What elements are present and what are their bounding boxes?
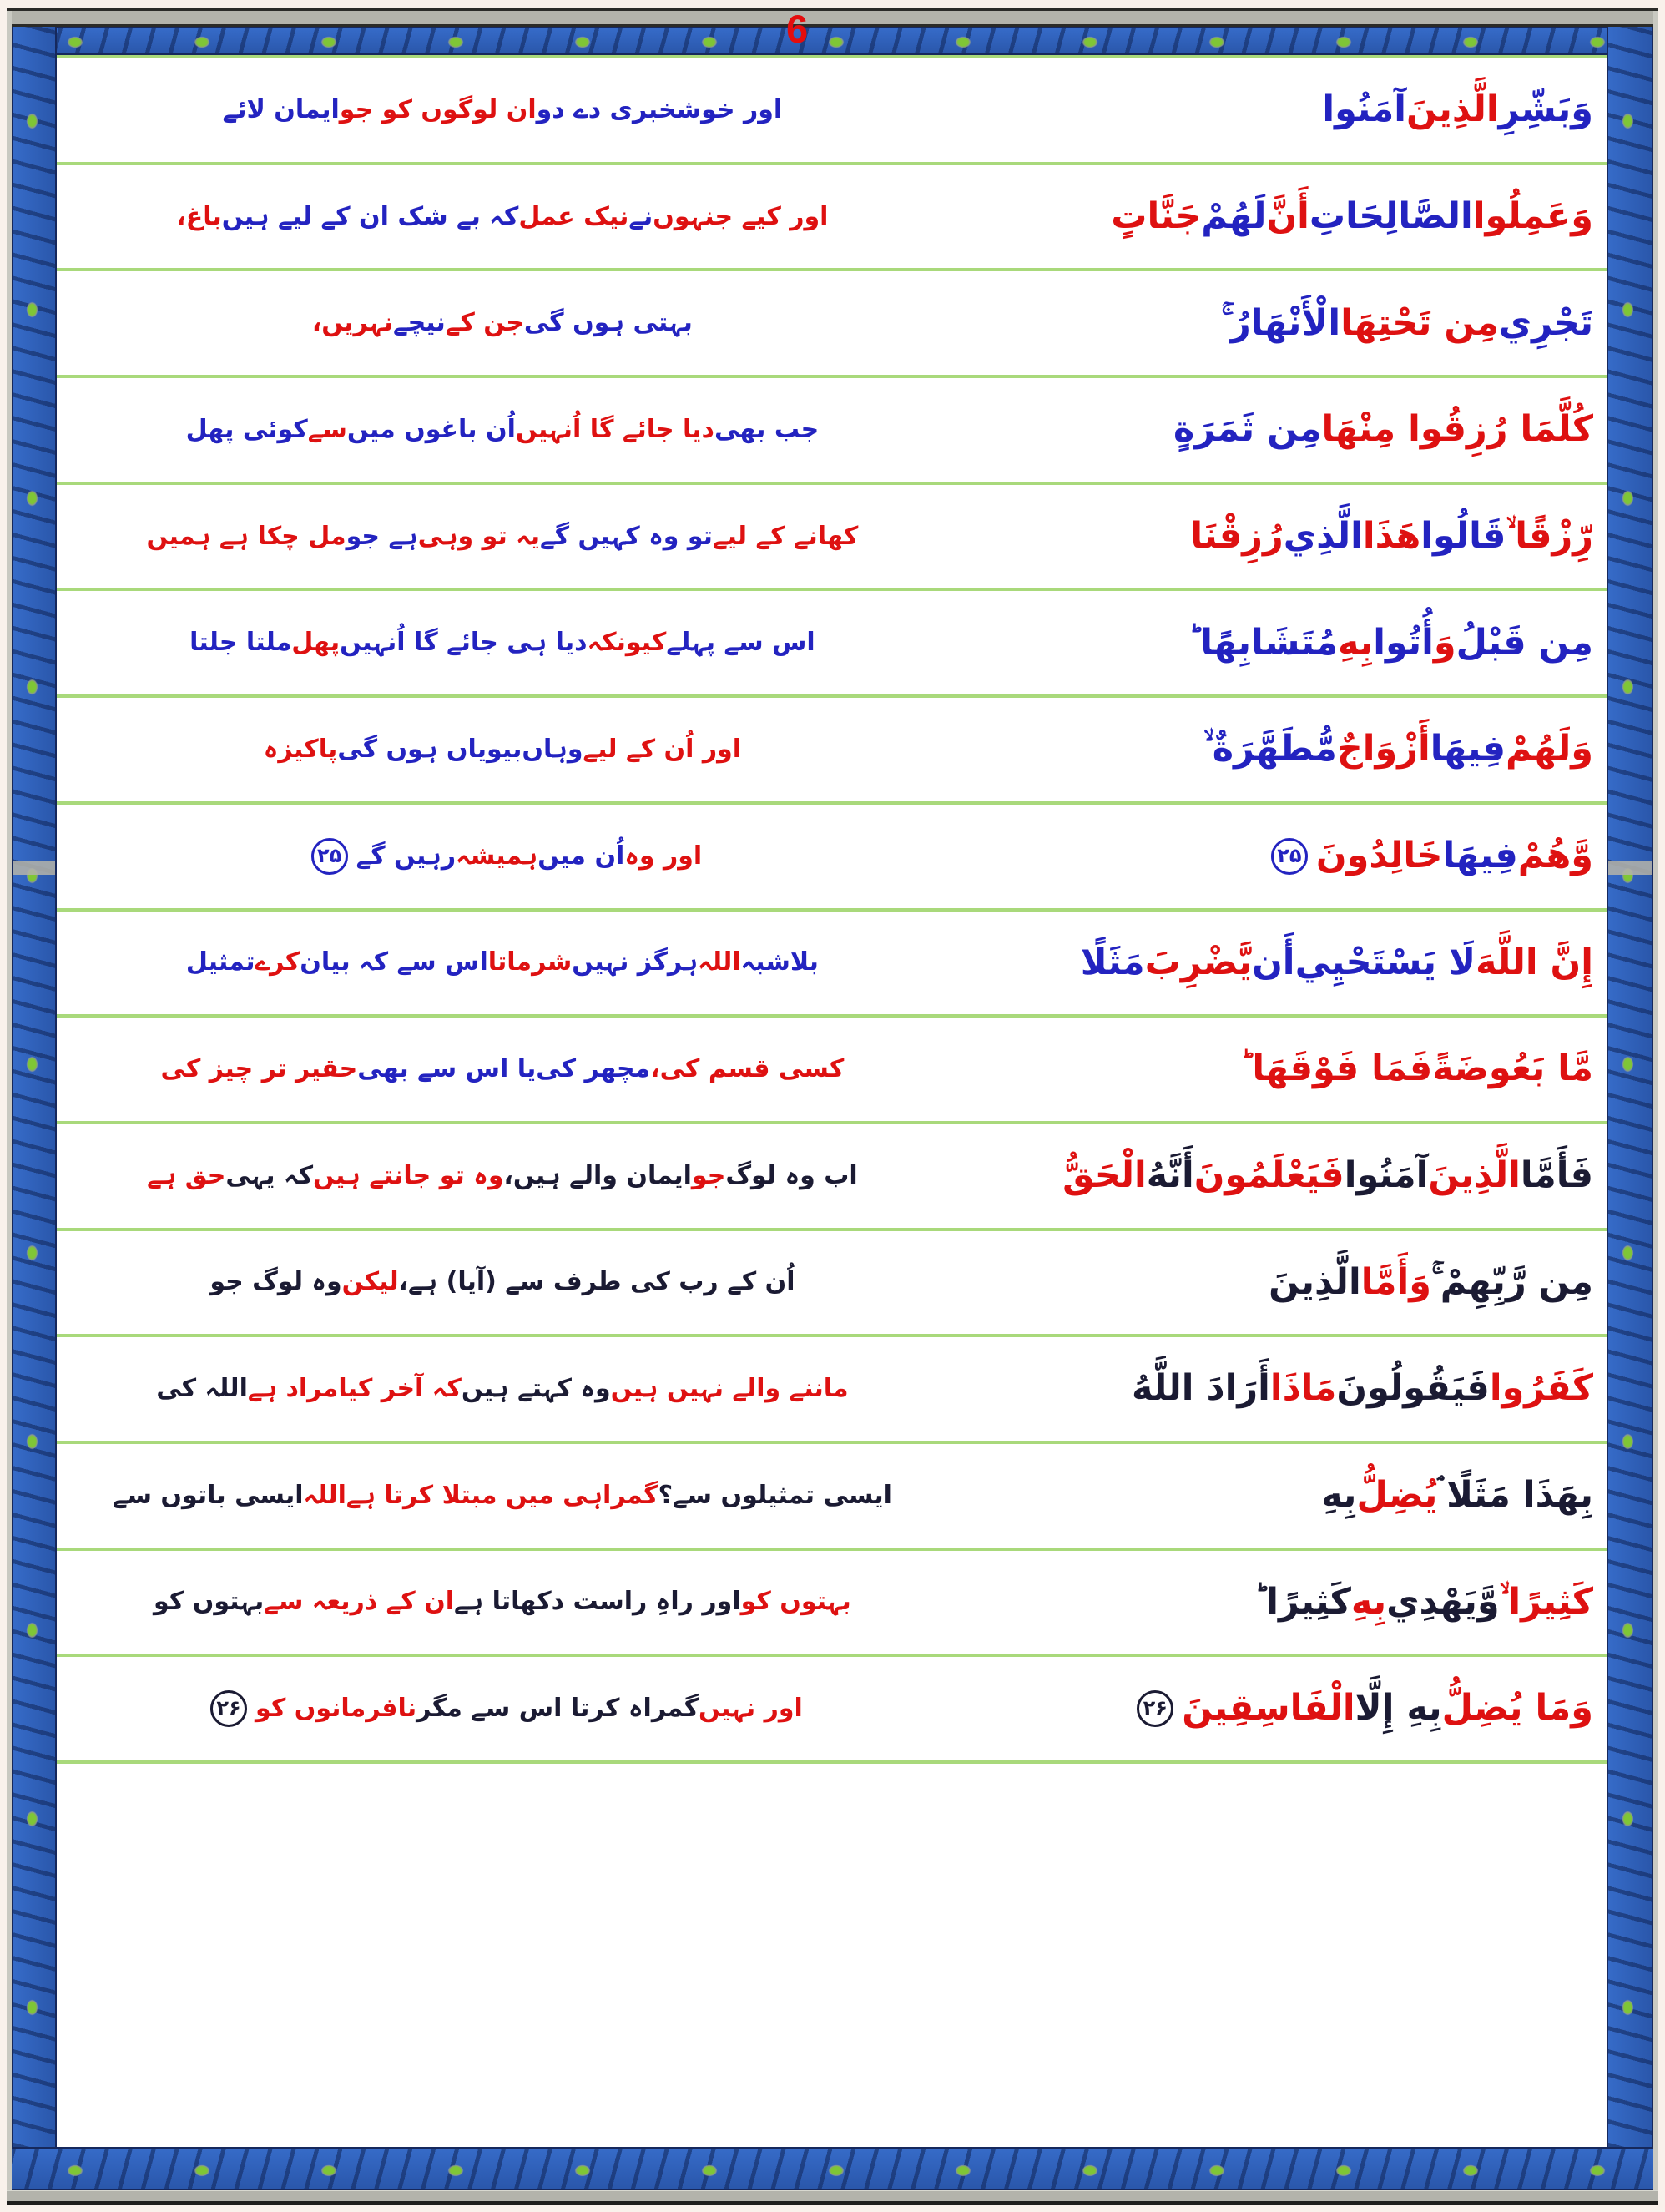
decorative-border-left: [12, 27, 57, 2147]
verse-row: [57, 378, 1607, 485]
arabic-text-segment: تَجْرِي: [1498, 301, 1593, 344]
scan-seam-right: [1608, 861, 1652, 875]
verse-row: [57, 912, 1607, 1018]
arabic-text-segment: آمَنُوا: [1322, 88, 1407, 131]
arabic-text-segment: وَمَا يُضِلُّ: [1441, 1687, 1593, 1730]
verse-row: [57, 1551, 1607, 1658]
urdu-text-segment: ایمان والے ہیں،: [503, 1160, 692, 1190]
urdu-text-segment: اس سے کہ بیان: [300, 947, 488, 977]
arabic-text-segment: أَن: [1252, 941, 1295, 983]
arabic-verse-text: [948, 1018, 1607, 1121]
arabic-text-segment: جَنَّاتٍ: [1111, 194, 1202, 237]
arabic-text-segment: رُزِقْنَا: [1190, 514, 1284, 557]
urdu-text-segment: ماننے والے نہیں ہیں: [610, 1374, 849, 1404]
urdu-text-segment: دیا ہی جائے گا اُنہیں: [340, 628, 588, 658]
arabic-text-segment: مَثَلًا: [1080, 941, 1145, 983]
arabic-text-segment: بِهِ: [1338, 621, 1374, 664]
urdu-text-segment: کیونکہ: [587, 628, 667, 658]
arabic-text-segment: وَّيَهْدِي: [1386, 1580, 1500, 1623]
verse-row: [57, 1018, 1607, 1124]
urdu-text-segment: ان لوگوں کو جو: [339, 94, 537, 124]
arabic-text-segment: فَمَا فَوْقَهَا ؕ: [1239, 1048, 1433, 1090]
urdu-text-segment: اس سے پہلے: [666, 628, 815, 658]
arabic-text-segment: إِنَّ اللَّهَ: [1476, 941, 1593, 983]
arabic-text-segment: قَالُوا: [1420, 514, 1506, 557]
arabic-text-segment: يُضِلُّ: [1356, 1474, 1438, 1517]
verse-row: [57, 1124, 1607, 1231]
arabic-text-segment: وَبَشِّرِ: [1498, 88, 1593, 131]
urdu-translation-text: [57, 912, 948, 1015]
arabic-verse-text: [948, 698, 1607, 801]
urdu-text-segment: وہ تو جانتے ہیں: [313, 1160, 504, 1190]
urdu-translation-text: [57, 485, 948, 588]
urdu-text-segment: مل چکا ہے ہمیں: [146, 521, 346, 551]
verse-number-circle: ۲۶: [210, 1690, 247, 1727]
urdu-text-segment: ہرگز نہیں: [572, 947, 699, 977]
page-number: 6: [786, 7, 809, 51]
frame-right-line: [1653, 11, 1658, 2190]
urdu-text-segment: لیکن: [341, 1267, 399, 1297]
arabic-verse-text: [948, 591, 1607, 694]
verse-row: [57, 1337, 1607, 1444]
urdu-text-segment: ملتا جلتا: [189, 628, 292, 658]
arabic-text-segment: الْأَنْهَارُ ۚ: [1221, 301, 1341, 344]
urdu-translation-text: [57, 1551, 948, 1654]
arabic-text-segment: مِن قَبْلُ: [1456, 621, 1593, 664]
urdu-text-segment: رہیں گے: [356, 841, 457, 871]
arabic-text-segment: يَّضْرِبَ: [1144, 941, 1253, 983]
verse-rows: [57, 58, 1607, 1764]
arabic-verse-text: [948, 912, 1607, 1015]
arabic-text-segment: أَرَادَ اللَّهُ: [1132, 1367, 1270, 1410]
urdu-translation-text: [57, 1444, 948, 1548]
urdu-text-segment: سے: [307, 414, 347, 444]
arabic-text-segment: كُلَّمَا رُزِقُوا مِنْهَا: [1321, 408, 1593, 451]
urdu-translation-text: [57, 378, 948, 482]
arabic-text-segment: الصَّالِحَاتِ: [1309, 194, 1473, 237]
arabic-verse-text: [948, 1124, 1607, 1228]
urdu-text-segment: کہ بے شک ان کے لیے ہیں: [221, 201, 519, 231]
decorative-border-right: [1607, 27, 1653, 2147]
urdu-text-segment: پھل: [291, 628, 341, 658]
urdu-text-segment: اللہ: [303, 1480, 346, 1510]
urdu-text-segment: کہ یہی: [225, 1160, 314, 1190]
arabic-text-segment: بِهَذَا مَثَلًا ۘ: [1437, 1474, 1593, 1517]
verse-panel: [57, 55, 1607, 2147]
verse-number-circle: ۲۵: [1271, 838, 1308, 875]
arabic-verse-text: [948, 485, 1607, 588]
verse-row: [57, 58, 1607, 165]
arabic-text-segment: الَّذِينَ: [1269, 1260, 1361, 1303]
urdu-text-segment: اُن باغوں میں: [346, 414, 516, 444]
urdu-translation-text: [57, 805, 948, 908]
urdu-text-segment: وہاں: [522, 734, 583, 764]
urdu-text-segment: اللہ کی: [156, 1374, 248, 1404]
arabic-verse-text: [948, 165, 1607, 269]
arabic-verse-text: [948, 1444, 1607, 1548]
urdu-text-segment: بہتوں کو: [740, 1587, 851, 1617]
arabic-text-segment: فِيهَا: [1430, 728, 1506, 770]
arabic-verse-text: [948, 378, 1607, 482]
arabic-text-segment: وَلَهُمْ: [1506, 728, 1593, 770]
urdu-text-segment: ایسی تمثیلوں سے؟: [658, 1480, 892, 1510]
urdu-text-segment: کہ آخر کیا: [338, 1374, 462, 1404]
urdu-text-segment: گمراہی میں مبتلا کرتا ہے: [346, 1480, 658, 1510]
arabic-text-segment: هَذَا: [1362, 514, 1421, 557]
frame-top-bar: [7, 8, 1658, 27]
urdu-text-segment: اور وہ: [624, 841, 703, 871]
arabic-text-segment: أَزْوَاجٌ: [1336, 728, 1430, 770]
arabic-verse-text: [948, 271, 1607, 375]
verse-row: [57, 591, 1607, 698]
urdu-text-segment: جب بھی: [714, 414, 820, 444]
urdu-text-segment: ایمان لائے: [222, 94, 340, 124]
arabic-verse-text: [948, 1657, 1607, 1760]
urdu-text-segment: نافرمانوں کو: [255, 1694, 417, 1724]
urdu-translation-text: [57, 1124, 948, 1228]
urdu-text-segment: نہریں،: [311, 308, 394, 338]
arabic-text-segment: بِهِ إِلَّا: [1355, 1687, 1442, 1730]
arabic-text-segment: آمَنُوا: [1344, 1154, 1429, 1196]
urdu-text-segment: گمراہ کرتا اس سے مگر: [416, 1694, 699, 1724]
urdu-text-segment: یہ تو وہی: [417, 521, 541, 551]
urdu-text-segment: دیا جائے گا اُنہیں: [515, 414, 714, 444]
urdu-text-segment: مراد ہے: [247, 1374, 339, 1404]
arabic-text-segment: خَالِدُونَ: [1315, 834, 1443, 876]
urdu-text-segment: بہتی ہوں گی: [523, 308, 693, 338]
arabic-text-segment: مِن رَّبِّهِمْ ۚ: [1430, 1260, 1593, 1303]
urdu-text-segment: اُن میں: [537, 841, 625, 871]
urdu-text-segment: اب وہ لوگ: [725, 1160, 858, 1190]
verse-row: [57, 1444, 1607, 1551]
arabic-verse-text: [948, 1231, 1607, 1335]
urdu-text-segment: یا اس سے بھی: [357, 1054, 537, 1084]
arabic-text-segment: أَنَّهُ: [1146, 1154, 1194, 1196]
arabic-text-segment: وَّهُمْ: [1517, 834, 1593, 876]
urdu-text-segment: باغ،: [176, 201, 222, 231]
arabic-text-segment: مَاذَا: [1269, 1367, 1337, 1410]
arabic-text-segment: مُّطَهَّرَةٌ ۙ: [1203, 728, 1337, 770]
decorative-border-top: [12, 27, 1653, 55]
verse-row: [57, 165, 1607, 272]
arabic-text-segment: وَأَمَّا: [1360, 1260, 1431, 1303]
decorative-border-bottom: [12, 2147, 1653, 2190]
arabic-text-segment: مِن ثَمَرَةٍ: [1173, 408, 1322, 451]
urdu-text-segment: کھانے کے لیے: [712, 521, 859, 551]
urdu-text-segment: ایسی باتوں سے: [112, 1480, 304, 1510]
urdu-text-segment: اور کیے جنہوں: [653, 201, 829, 231]
urdu-text-segment: نیچے: [393, 308, 446, 338]
urdu-text-segment: اور خوشخبری دے دو: [536, 94, 783, 124]
arabic-verse-text: [948, 1337, 1607, 1441]
arabic-text-segment: الْحَقُّ: [1062, 1154, 1147, 1196]
urdu-text-segment: پاکیزہ: [263, 734, 338, 764]
urdu-text-segment: اللہ: [698, 947, 741, 977]
arabic-text-segment: الَّذِينَ: [1406, 88, 1499, 131]
urdu-text-segment: حق ہے: [147, 1160, 226, 1190]
arabic-text-segment: فَأَمَّا: [1520, 1154, 1593, 1196]
urdu-text-segment: ان کے ذریعہ سے: [264, 1587, 455, 1617]
arabic-verse-text: [948, 58, 1607, 162]
urdu-translation-text: [57, 271, 948, 375]
urdu-translation-text: [57, 1018, 948, 1121]
verse-row: [57, 805, 1607, 912]
urdu-text-segment: نیک عمل: [518, 201, 629, 231]
arabic-text-segment: وَعَمِلُوا: [1472, 194, 1593, 237]
arabic-text-segment: مِن تَحْتِهَا: [1340, 301, 1499, 344]
urdu-text-segment: بلاشبہ: [740, 947, 819, 977]
arabic-text-segment: لَا يَسْتَحْيِي: [1294, 941, 1476, 983]
arabic-text-segment: بِهِ: [1321, 1474, 1357, 1517]
urdu-text-segment: ہمیشہ: [456, 841, 538, 871]
arabic-text-segment: مُتَشَابِهًا ؕ: [1188, 621, 1339, 664]
verse-number-circle: ۲۵: [311, 838, 348, 875]
arabic-text-segment: فَيَقُولُونَ: [1336, 1367, 1490, 1410]
arabic-text-segment: فَيَعْلَمُونَ: [1193, 1154, 1345, 1196]
urdu-text-segment: نے: [628, 201, 653, 231]
urdu-translation-text: [57, 58, 948, 162]
arabic-text-segment: كَفَرُوا: [1489, 1367, 1593, 1410]
urdu-text-segment: کسی قسم کی،: [650, 1054, 845, 1084]
arabic-verse-text: [948, 805, 1607, 908]
arabic-text-segment: كَثِيرًا ؕ: [1254, 1580, 1351, 1623]
urdu-text-segment: مچھر کی: [536, 1054, 651, 1084]
urdu-translation-text: [57, 1231, 948, 1335]
arabic-text-segment: الْفَاسِقِينَ: [1182, 1687, 1355, 1730]
urdu-text-segment: تو وہ کہیں گے: [540, 521, 713, 551]
arabic-text-segment: الَّذِي: [1283, 514, 1363, 557]
urdu-text-segment: وہ کہتے ہیں: [461, 1374, 611, 1404]
urdu-text-segment: بہتوں کو: [154, 1587, 265, 1617]
urdu-text-segment: اور راہِ راست دکھاتا ہے: [454, 1587, 741, 1617]
verse-row: [57, 1657, 1607, 1764]
scan-seam-left: [13, 861, 55, 875]
arabic-text-segment: أَنَّ: [1266, 194, 1309, 237]
urdu-translation-text: [57, 165, 948, 269]
urdu-text-segment: کرے: [255, 947, 300, 977]
urdu-text-segment: اُن کے رب کی طرف سے (آیا) ہے،: [398, 1267, 795, 1297]
urdu-text-segment: اور اُن کے لیے: [583, 734, 742, 764]
urdu-text-segment: کوئی پھل: [185, 414, 308, 444]
verse-row: [57, 698, 1607, 805]
arabic-text-segment: لَهُمْ: [1201, 194, 1267, 237]
verse-row: [57, 271, 1607, 378]
arabic-text-segment: بِهِ: [1350, 1580, 1387, 1623]
verse-row: [57, 1231, 1607, 1338]
arabic-text-segment: وَ: [1433, 621, 1456, 664]
arabic-text-segment: مَّا بَعُوضَةً: [1432, 1048, 1593, 1090]
urdu-translation-text: [57, 1337, 948, 1441]
urdu-translation-text: [57, 698, 948, 801]
arabic-verse-text: [948, 1551, 1607, 1654]
urdu-text-segment: جن کے: [445, 308, 524, 338]
frame-bottom-bar: [7, 2190, 1658, 2205]
urdu-text-segment: اور نہیں: [699, 1694, 803, 1724]
verse-row: [57, 485, 1607, 592]
urdu-text-segment: شرماتا: [487, 947, 573, 977]
urdu-translation-text: [57, 591, 948, 694]
verse-number-circle: ۲۶: [1137, 1690, 1173, 1727]
urdu-text-segment: تمثیل: [185, 947, 255, 977]
arabic-text-segment: فِيهَا: [1442, 834, 1518, 876]
urdu-text-segment: وہ لوگ جو: [209, 1267, 342, 1297]
urdu-text-segment: ہے جو: [346, 521, 418, 551]
arabic-text-segment: كَثِيرًا ۙ: [1499, 1580, 1593, 1623]
urdu-text-segment: بیویاں ہوں گی: [337, 734, 522, 764]
arabic-text-segment: رِّزْقًا ۙ: [1506, 514, 1593, 557]
arabic-text-segment: أُتُوا: [1373, 621, 1434, 664]
arabic-text-segment: الَّذِينَ: [1428, 1154, 1521, 1196]
urdu-translation-text: [57, 1657, 948, 1760]
urdu-text-segment: جو: [691, 1160, 726, 1190]
urdu-text-segment: حقیر تر چیز کی: [160, 1054, 358, 1084]
